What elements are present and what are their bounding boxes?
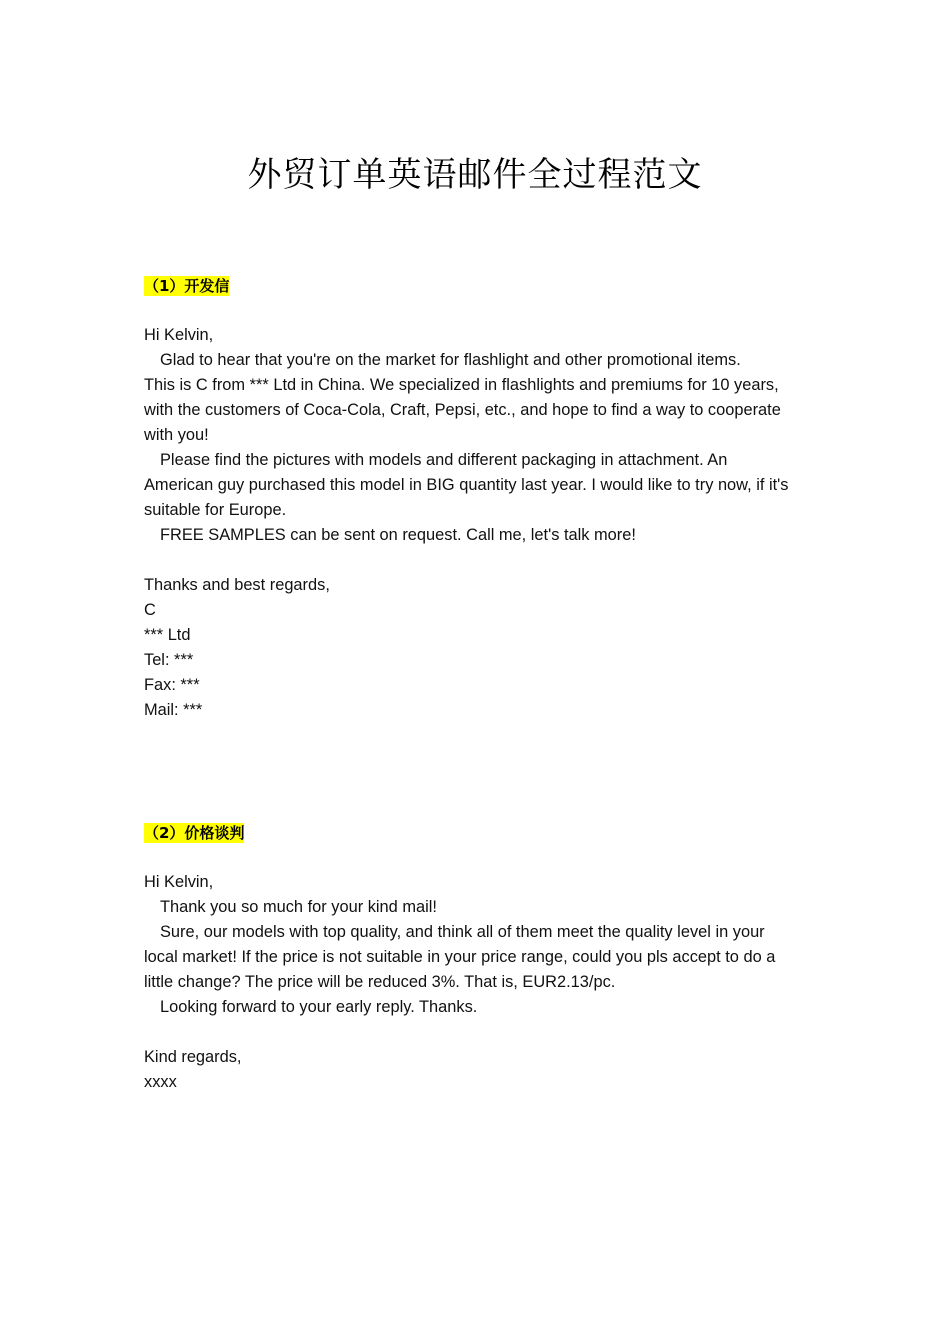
body-line: FREE SAMPLES can be sent on request. Call me, let's talk more! [160, 526, 636, 544]
body-line: with the customers of Coca-Cola, Craft, Pepsi, etc., and hope to find a way to cooperate [144, 401, 781, 419]
blank-line [144, 1020, 814, 1045]
signature-mail: Mail: *** [144, 701, 203, 719]
body-line: Glad to hear that you're on the market for flashlight and other promotional items. [160, 351, 741, 369]
body-line: little change? The price will be reduced 3%. That is, EUR2.13/pc. [144, 973, 616, 991]
body-line: suitable for Europe. [144, 501, 287, 519]
section-heading-intro-letter: （1）开发信 [144, 277, 230, 295]
signature-name: xxxx [144, 1073, 177, 1091]
signature-tel: Tel: *** [144, 651, 194, 669]
letter-body-price-negotiation [144, 870, 814, 1095]
body-line: local market! If the price is not suitable in your price range, could you pls accept to do a [144, 948, 776, 966]
blank-line [144, 548, 814, 573]
section-heading-price-negotiation: （2）价格谈判 [144, 824, 245, 842]
body-line: American guy purchased this model in BIG quantity last year. I would like to try now, if it's [144, 476, 789, 494]
body-line: This is C from *** Ltd in China. We specialized in flashlights and premiums for 10 years, [144, 376, 779, 394]
body-line: Thank you so much for your kind mail! [160, 898, 437, 916]
body-line: Looking forward to your early reply. Thanks. [160, 998, 478, 1016]
greeting-line: Hi Kelvin, [144, 873, 214, 891]
greeting-line: Hi Kelvin, [144, 326, 214, 344]
closing-line: Kind regards, [144, 1048, 242, 1066]
letter-body-intro [144, 323, 814, 723]
signature-name: C [144, 601, 156, 619]
document-title: 外贸订单英语邮件全过程范文 [247, 155, 703, 195]
body-line: Sure, our models with top quality, and think all of them meet the quality level in your [160, 923, 765, 941]
signature-fax: Fax: *** [144, 676, 200, 694]
body-line: with you! [144, 426, 209, 444]
closing-line: Thanks and best regards, [144, 576, 330, 594]
body-line: Please find the pictures with models and different packaging in attachment. An [160, 451, 728, 469]
signature-company: *** Ltd [144, 626, 191, 644]
